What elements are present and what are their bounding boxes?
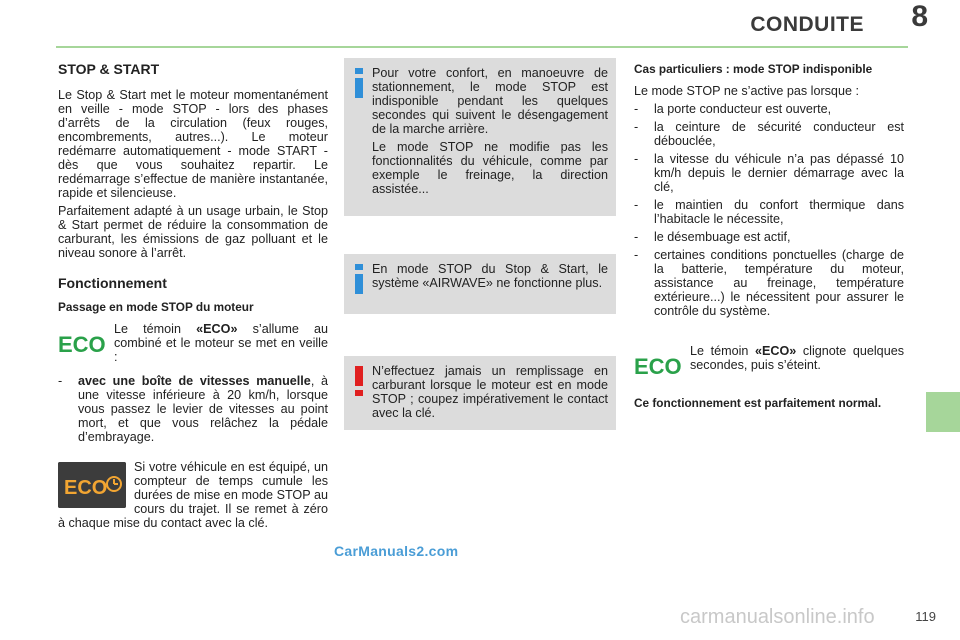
left-column [58,62,328,534]
section-title: STOP & START [58,61,160,77]
counter-text: Si votre véhicule en est équipé, un compteur de temps cumule les durées de mise en mode STOP au cours du trajet. Il se remet à zéro à chaque mise du contact avec la clé. [58,460,328,530]
list-item: - la ceinture de sécurité conducteur est débouclée, [634,120,904,148]
eco-blink-row [634,344,904,378]
closing-note: Ce fonctionnement est parfaitement normal. [634,396,882,410]
list-item: - certaines conditions ponctuelles (charge de la batterie, température du moteur, assistance au freinage, température extérieure...) le nécessitent pour assurer le contrôle du système. [634,248,904,318]
middle-column [344,58,616,430]
warning-icon [352,366,366,396]
eco-blink-text: Le témoin «ECO» clignote quelques secondes, puis s’éteint. [690,344,904,372]
info-box [344,254,616,314]
minor-heading: Passage en mode STOP du moteur [58,300,254,314]
eco-indicator-text: Le témoin «ECO» s’allume au combiné et le moteur se met en veille : [114,322,329,364]
info-icon [352,264,366,294]
info-box [344,58,616,216]
info-text: Pour votre confort, en manoeuvre de stationnement, le mode STOP est indisponible pendant les quelques secondes qui suivent le désengagement de la marche arrière. [372,66,608,136]
list-item: - la porte conducteur est ouverte, [634,102,832,116]
stop-counter-block [58,460,328,530]
chapter-number: 8 [911,0,928,33]
chapter-tab [926,392,960,432]
right-column [634,62,904,418]
intro-paragraph: Le Stop & Start met le moteur momentanément en veille - mode STOP - lors des phases d’arrêts de la circulation (feux rouges, encombrements, autres...). Le moteur redémarre automatiquement - mode START - dès que vous souhaitez repartir. Le redémarrage s’effectue de manière instantanée, rapide et silencieuse. [58,88,328,200]
info-icon [352,68,366,98]
warning-text: N’effectuez jamais un remplissage en carburant lorsque le moteur est en mode STOP ; coupez impérativement le contact avec la clé. [372,364,608,420]
subsection-title: Fonctionnement [58,275,167,291]
usage-paragraph: Parfaitement adapté à un usage urbain, le Stop & Start permet de réduire la consommation de carburant, les émissions de gaz polluant et le niveau sonore à l’arrêt. [58,204,328,260]
list-item: - le désembuage est actif, [634,230,791,244]
info-text: Le mode STOP ne modifie pas les fonctionnalités du véhicule, comme par exemple le freinage, la direction assistée... [372,140,608,196]
page-number: 119 [915,609,936,624]
svg-text:ECO: ECO [634,354,682,378]
eco-indicator-row [58,322,328,364]
list-item: - le maintien du confort thermique dans l’habitacle le nécessite, [634,198,904,226]
list-item: - avec une boîte de vitesses manuelle, à une vitesse inférieure à 20 km/h, lorsque vous passez le levier de vitesses au point mort, et que vous relâchez la pédale d’embrayage. [58,374,328,444]
warning-box [344,356,616,430]
header-rule [56,46,908,48]
svg-text:ECO: ECO [64,477,108,499]
eco-counter-icon [58,462,126,508]
site-watermark: CarManuals2.com [334,543,459,559]
svg-text:ECO: ECO [58,332,106,356]
footer-watermark: carmanualsonline.info [680,606,875,628]
eco-icon [58,332,108,356]
special-cases-title: Cas particuliers : mode STOP indisponible [634,62,873,76]
page-title: CONDUITE [750,13,864,36]
eco-icon [634,354,684,378]
list-item: - la vitesse du véhicule n’a pas dépassé 10 km/h depuis le dernier démarrage avec la clé, [634,152,904,194]
special-cases-intro: Le mode STOP ne s’active pas lorsque : [634,84,859,98]
info-text: En mode STOP du Stop & Start, le système «AIRWAVE» ne fonctionne plus. [372,262,608,290]
